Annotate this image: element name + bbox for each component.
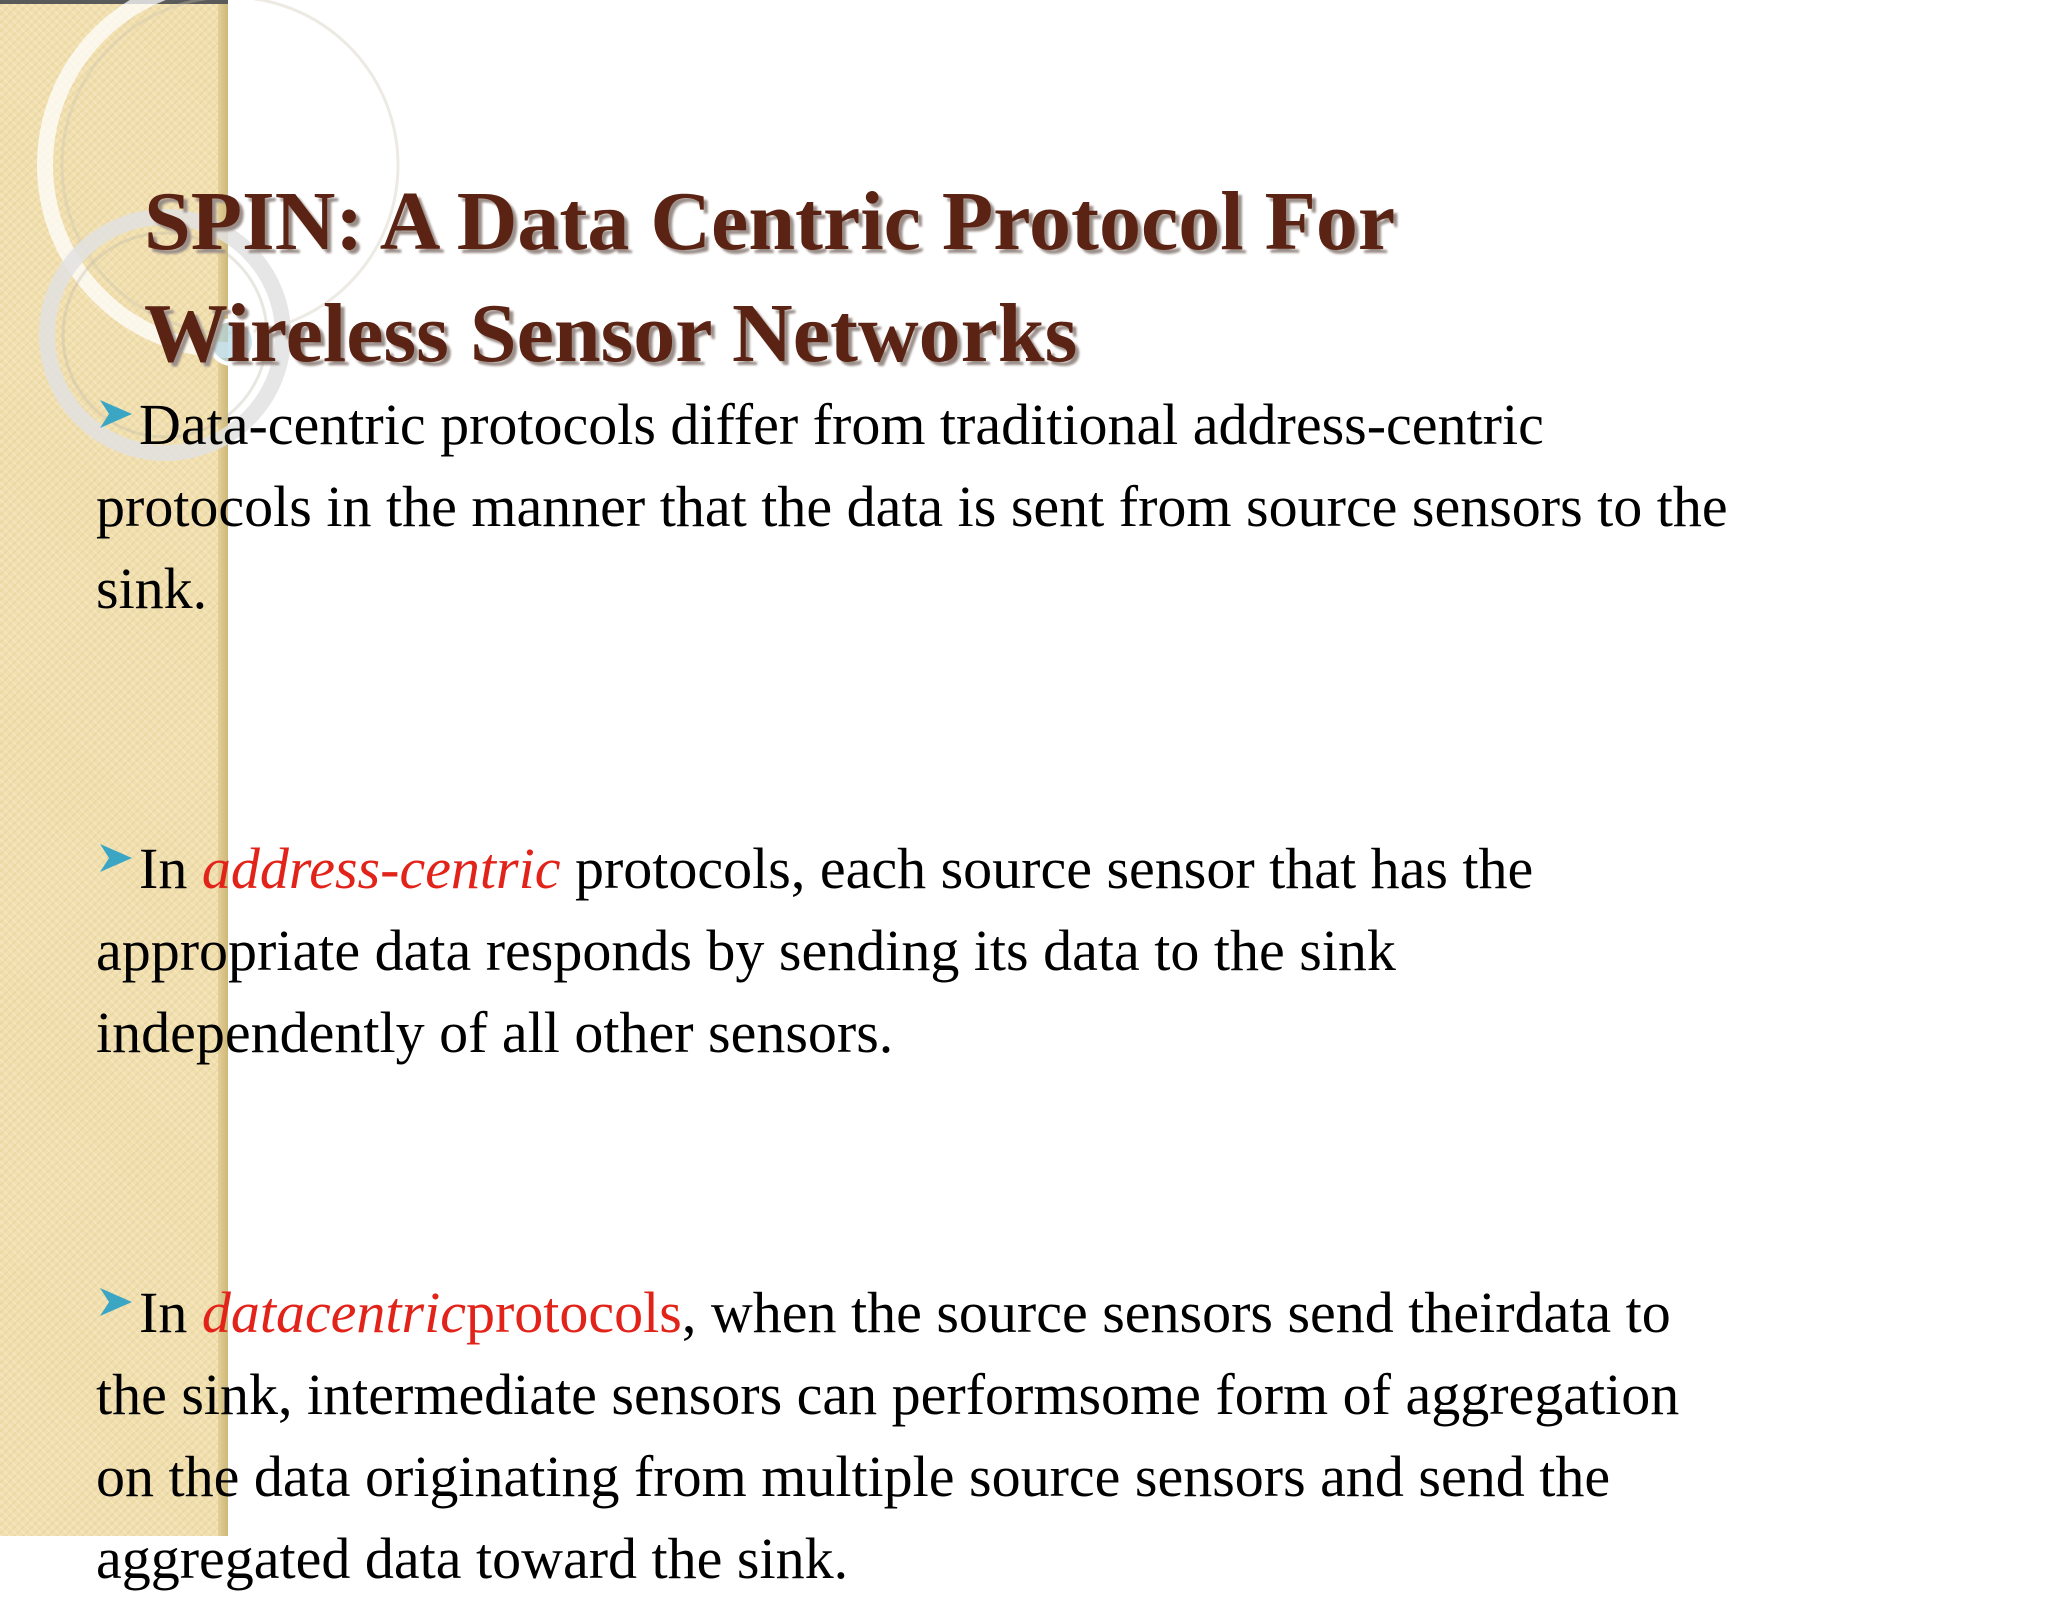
bullet-1-line-3: sink. [96, 556, 208, 621]
protocols-highlight: protocols [465, 1280, 682, 1345]
bullet-3-line-4: aggregated data toward the sink. [96, 1526, 849, 1591]
arrowhead-bullet-icon [96, 394, 136, 434]
bullet-3-line-1 [96, 1272, 2016, 1354]
bullet-3-line-2: the sink, intermediate sensors can performsome form of aggregation [96, 1362, 1680, 1427]
datacentric-highlight: datacentric [201, 1280, 466, 1345]
bullet-2-line-2: appropriate data responds by sending its data to the sink [96, 918, 1396, 983]
title-line-1: SPIN: A Data Centric Protocol For [144, 175, 1396, 268]
bullet-item-3 [96, 1272, 2016, 1600]
bullet-1-line-2: protocols in the manner that the data is sent from source sensors to the [96, 474, 1728, 539]
slide-body [96, 384, 2016, 1600]
bullet-2-lead: In [139, 836, 202, 901]
title-line-2: Wireless Sensor Networks [144, 287, 1078, 380]
bullet-3-line-3: on the data originating from multiple source sensors and send the [96, 1444, 1611, 1509]
slide-title [144, 166, 1944, 390]
bullet-item-2 [96, 828, 2016, 1074]
address-centric-highlight: address-centric [201, 836, 561, 901]
arrowhead-bullet-icon [96, 1282, 136, 1322]
bullet-1-text: Data-centric protocols differ from traditional address-centric [139, 392, 1544, 457]
bullet-3-rest: , when the source sensors send theirdata to [681, 1280, 1671, 1345]
bullet-3-lead: In [139, 1280, 202, 1345]
bullet-2-line-3: independently of all other sensors. [96, 1000, 894, 1065]
bullet-2-line-1 [96, 828, 2016, 910]
bullet-2-rest: protocols, each source sensor that has the [560, 836, 1534, 901]
arrowhead-bullet-icon [96, 838, 136, 878]
bullet-item-1 [96, 384, 2016, 630]
bullet-1-line-1 [96, 384, 2016, 466]
